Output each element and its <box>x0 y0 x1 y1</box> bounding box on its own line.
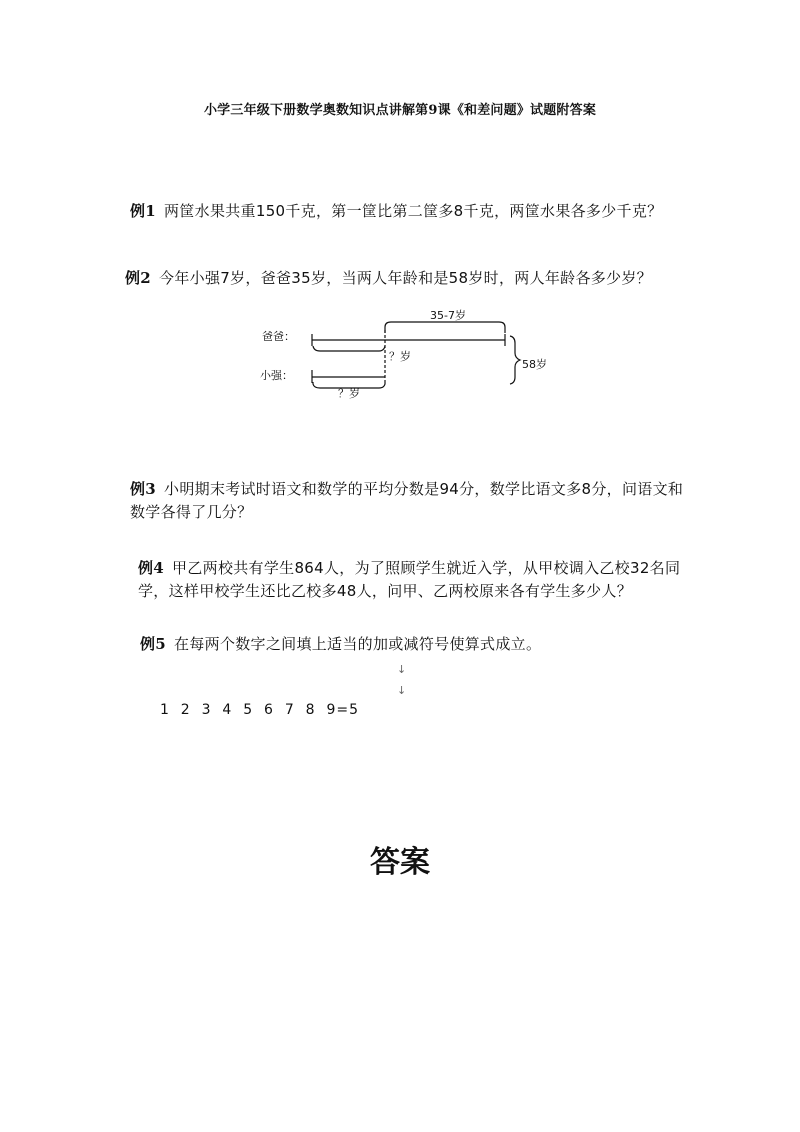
problem-3 <box>130 478 690 524</box>
problem-1 <box>130 200 690 223</box>
son-age-question: ？岁 <box>389 350 411 363</box>
problem-label: 例5 <box>140 635 167 653</box>
document-title: 小学三年级下册数学奥数知识点讲解第9课《和差问题》试题附答案 <box>203 103 597 118</box>
problem-4 <box>138 557 683 603</box>
dad-label: 爸爸： <box>262 330 295 343</box>
son-label: 小强： <box>260 369 293 382</box>
number-sequence: 1 2 3 4 5 6 7 8 9=5 <box>160 702 360 718</box>
problem-label: 例4 <box>138 559 165 577</box>
son-lower-brace <box>313 382 385 388</box>
down-arrow-icon: ↓ <box>397 663 407 676</box>
sum-brace <box>510 336 520 384</box>
problem-label: 例2 <box>125 269 152 287</box>
sum-label: 58岁 <box>522 358 547 371</box>
down-arrow-icon: ↓ <box>397 684 407 697</box>
problem-2 <box>125 267 685 290</box>
problem-text: 今年小强7岁，爸爸35岁，当两人年龄和是58岁时，两人年龄各多少岁？ <box>159 269 652 287</box>
problem-5 <box>140 633 685 656</box>
difference-brace <box>385 322 505 333</box>
problem-text: 两筐水果共重150千克，第一筐比第二筐多8千克，两筐水果各多少千克？ <box>164 202 663 220</box>
problem-text: 在每两个数字之间填上适当的加或减符号使算式成立。 <box>174 635 542 653</box>
answer-heading: 答案 <box>370 845 430 880</box>
problem-label: 例3 <box>130 480 157 498</box>
common-part-question: ？岁 <box>338 387 360 400</box>
dad-lower-brace <box>313 346 385 351</box>
problem-label: 例1 <box>130 202 157 220</box>
problem-text: 甲乙两校共有学生864人，为了照顾学生就近入学，从甲校调入乙校32名同学，这样甲校学生还比乙校多48人，问甲、乙两校原来各有学生多少人？ <box>138 559 681 600</box>
problem-text: 小明期末考试时语文和数学的平均分数是94分，数学比语文多8分，问语文和数学各得了几分？ <box>130 480 684 521</box>
difference-label: 35-7岁 <box>430 309 466 322</box>
